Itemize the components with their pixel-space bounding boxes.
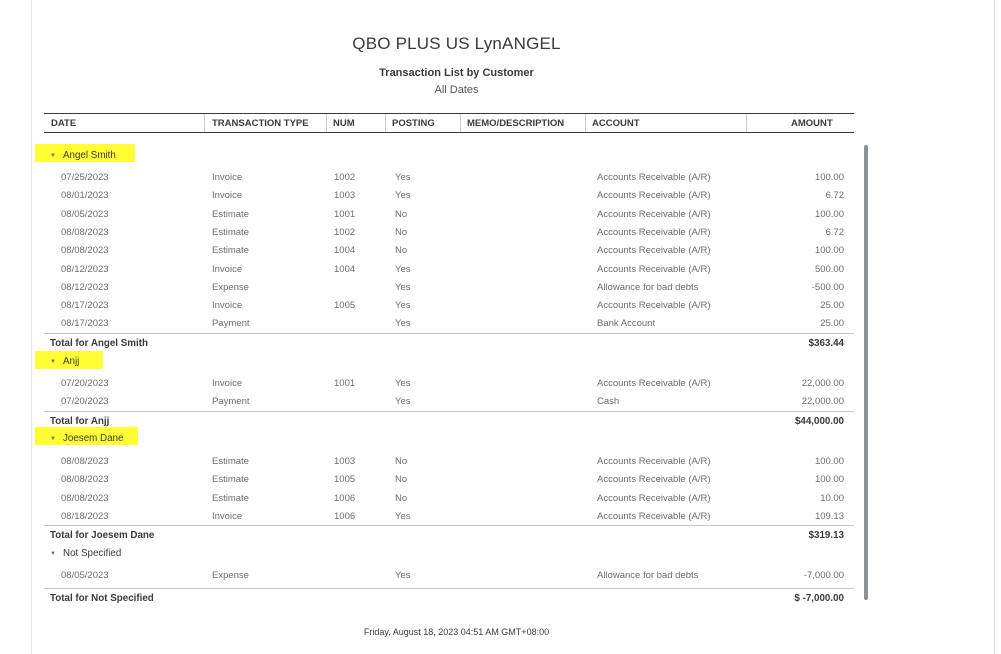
cell-type[interactable]: Invoice (212, 510, 243, 522)
cell-type[interactable]: Estimate (212, 492, 249, 504)
cell-date: 08/08/2023 (61, 456, 109, 467)
table-row[interactable] (44, 172, 854, 186)
table-row[interactable] (44, 378, 854, 392)
customer-name: Joesem Dane (63, 433, 124, 444)
cell-date: 07/25/2023 (61, 172, 109, 183)
column-header-num[interactable]: NUM (333, 118, 355, 129)
cell-amount: 22,000.00 (801, 378, 844, 389)
table-row[interactable] (44, 245, 854, 259)
cell-num[interactable]: 1006 (334, 492, 356, 504)
total-amount[interactable]: $ -7,000.00 (794, 593, 844, 604)
cell-account: Accounts Receivable (A/R) (597, 474, 711, 486)
group-total-row (44, 588, 854, 603)
cell-type[interactable]: Invoice (212, 263, 243, 275)
cell-type[interactable]: Invoice (212, 378, 243, 389)
table-row[interactable] (44, 209, 854, 223)
column-divider (326, 114, 327, 132)
cell-amount: 500.00 (814, 263, 844, 275)
cell-date: 08/08/2023 (61, 226, 109, 238)
cell-posting: Yes (395, 378, 411, 389)
cell-account: Accounts Receivable (A/R) (597, 226, 711, 238)
company-name: QBO PLUS US LynANGEL (352, 34, 561, 53)
cell-num[interactable]: 1002 (334, 172, 356, 183)
table-row[interactable] (44, 493, 854, 507)
report-page (31, 0, 882, 654)
table-row[interactable] (44, 570, 854, 584)
cell-num[interactable]: 1003 (334, 456, 356, 467)
customer-name: Anjj (63, 356, 80, 367)
customer-group-header[interactable] (44, 548, 854, 562)
cell-type[interactable]: Estimate (212, 226, 249, 238)
cell-posting: No (395, 208, 408, 220)
total-amount[interactable]: $363.44 (808, 338, 844, 349)
cell-amount: 100.00 (814, 474, 844, 486)
cell-posting: No (395, 492, 408, 504)
cell-date: 08/12/2023 (61, 281, 109, 293)
cell-amount: -7,000.00 (803, 570, 844, 581)
report-date-range: All Dates (434, 84, 479, 96)
cell-num[interactable]: 1006 (334, 510, 356, 522)
cell-amount: 22,000.00 (801, 396, 844, 408)
cell-num[interactable]: 1001 (334, 378, 356, 389)
cell-amount: 6.72 (825, 190, 844, 202)
cell-amount: 100.00 (814, 245, 844, 257)
cell-type[interactable]: Payment (212, 396, 250, 408)
cell-type[interactable]: Invoice (212, 172, 243, 183)
customer-group-header[interactable] (44, 150, 854, 164)
cell-num[interactable]: 1005 (334, 300, 356, 312)
customer-group-header[interactable] (44, 356, 854, 370)
cell-account: Accounts Receivable (A/R) (597, 208, 711, 220)
cell-type[interactable]: Estimate (212, 456, 249, 467)
column-divider (585, 114, 586, 132)
cell-account: Accounts Receivable (A/R) (597, 190, 711, 202)
cell-date: 07/20/2023 (61, 378, 109, 389)
table-row[interactable] (44, 456, 854, 470)
cell-type[interactable]: Estimate (212, 245, 249, 257)
cell-num[interactable]: 1001 (334, 208, 356, 220)
cell-posting: Yes (395, 190, 411, 202)
cell-date: 08/08/2023 (61, 245, 109, 257)
table-row[interactable] (44, 190, 854, 204)
customer-name: Angel Smith (63, 150, 116, 161)
column-header-memo[interactable]: MEMO/DESCRIPTION (467, 118, 565, 129)
group-total-row (44, 333, 854, 348)
column-header-posting[interactable]: POSTING (392, 118, 435, 129)
cell-amount: 10.00 (820, 492, 844, 504)
cell-date: 08/17/2023 (61, 318, 109, 330)
cell-posting: No (395, 226, 408, 238)
cell-amount: 6.72 (825, 226, 844, 238)
cell-account: Bank Account (597, 318, 656, 330)
cell-account: Accounts Receivable (A/R) (597, 172, 711, 183)
cell-date: 08/08/2023 (61, 474, 109, 486)
cell-account: Accounts Receivable (A/R) (597, 300, 711, 312)
cell-amount: 109.13 (814, 510, 844, 522)
window-edge (994, 0, 995, 654)
cell-posting: Yes (395, 300, 411, 312)
cell-amount: 25.00 (820, 318, 844, 330)
cell-type[interactable]: Invoice (212, 190, 243, 202)
table-row[interactable] (44, 300, 854, 314)
column-header-amount[interactable]: AMOUNT (791, 118, 833, 129)
column-divider (385, 114, 386, 132)
cell-amount: 25.00 (820, 300, 844, 312)
table-row[interactable] (44, 264, 854, 278)
customer-name: Not Specified (63, 548, 122, 559)
cell-account: Allowance for bad debts (597, 281, 699, 293)
cell-amount: 100.00 (814, 456, 844, 467)
report-table (44, 113, 854, 604)
caret-down-icon[interactable]: ▼ (50, 551, 56, 557)
column-header-date[interactable]: DATE (51, 118, 77, 129)
cell-posting: Yes (395, 318, 411, 330)
total-label: Total for Not Specified (50, 593, 154, 604)
cell-account: Accounts Receivable (A/R) (597, 510, 711, 522)
column-header-account[interactable]: ACCOUNT (592, 118, 640, 129)
group-total-row (44, 525, 854, 540)
cell-account: Accounts Receivable (A/R) (597, 263, 711, 275)
customer-group-header[interactable] (44, 433, 854, 447)
cell-account: Accounts Receivable (A/R) (597, 245, 711, 257)
cell-amount: 100.00 (814, 208, 844, 220)
cell-posting: Yes (395, 281, 411, 293)
cell-posting: Yes (395, 570, 411, 581)
cell-account: Accounts Receivable (A/R) (597, 378, 711, 389)
cell-date: 08/08/2023 (61, 492, 109, 504)
cell-date: 08/05/2023 (61, 570, 109, 581)
cell-posting: Yes (395, 172, 411, 183)
cell-type[interactable]: Estimate (212, 208, 249, 220)
cell-date: 08/12/2023 (61, 263, 109, 275)
vertical-scrollbar[interactable] (864, 145, 868, 600)
cell-amount: -500.00 (811, 281, 844, 293)
cell-posting: Yes (395, 510, 411, 522)
cell-num[interactable]: 1005 (334, 474, 356, 486)
cell-date: 08/01/2023 (61, 190, 109, 202)
cell-type[interactable]: Expense (212, 570, 249, 581)
cell-date: 08/17/2023 (61, 300, 109, 312)
total-label: Total for Joesem Dane (50, 530, 155, 541)
total-label: Total for Angel Smith (50, 338, 148, 349)
cell-date: 08/18/2023 (61, 510, 109, 522)
report-title: Transaction List by Customer (379, 67, 534, 79)
cell-date: 07/20/2023 (61, 396, 109, 408)
left-gutter (0, 0, 31, 654)
caret-down-icon[interactable]: ▼ (50, 153, 56, 159)
caret-down-icon[interactable]: ▼ (50, 436, 56, 442)
column-divider (204, 114, 205, 132)
column-divider (746, 114, 747, 132)
cell-posting: No (395, 456, 408, 467)
cell-posting: Yes (395, 396, 411, 408)
table-row[interactable] (44, 396, 854, 410)
cell-amount: 100.00 (814, 172, 844, 183)
table-row[interactable] (44, 511, 854, 525)
table-row[interactable] (44, 474, 854, 488)
cell-type[interactable]: Invoice (212, 300, 243, 312)
cell-account: Allowance for bad debts (597, 570, 699, 581)
total-amount[interactable]: $319.13 (808, 530, 844, 541)
cell-num[interactable]: 1004 (334, 245, 356, 257)
table-row[interactable] (44, 318, 854, 332)
report-footer-timestamp: Friday, August 18, 2023 04:51 AM GMT+08:00 (363, 627, 550, 637)
total-label: Total for Anjj (50, 416, 110, 427)
cell-posting: No (395, 245, 408, 257)
right-gutter (881, 0, 1001, 654)
cell-date: 08/05/2023 (61, 208, 109, 220)
table-row[interactable] (44, 227, 854, 241)
caret-down-icon[interactable]: ▼ (50, 359, 56, 365)
column-divider (460, 114, 461, 132)
total-amount[interactable]: $44,000.00 (794, 416, 844, 427)
cell-num[interactable]: 1002 (334, 226, 356, 238)
cell-posting: No (395, 474, 408, 486)
cell-account: Accounts Receivable (A/R) (597, 456, 711, 467)
cell-type[interactable]: Estimate (212, 474, 249, 486)
cell-account: Cash (597, 396, 620, 408)
cell-type[interactable]: Expense (212, 281, 249, 293)
table-row[interactable] (44, 282, 854, 296)
cell-num[interactable]: 1004 (334, 263, 356, 275)
group-total-row (44, 411, 854, 426)
column-header-transaction-type[interactable]: TRANSACTION TYPE (212, 118, 309, 129)
table-header (44, 113, 854, 133)
cell-type[interactable]: Payment (212, 318, 250, 330)
cell-account: Accounts Receivable (A/R) (597, 492, 711, 504)
cell-num[interactable]: 1003 (334, 190, 356, 202)
cell-posting: Yes (395, 263, 411, 275)
